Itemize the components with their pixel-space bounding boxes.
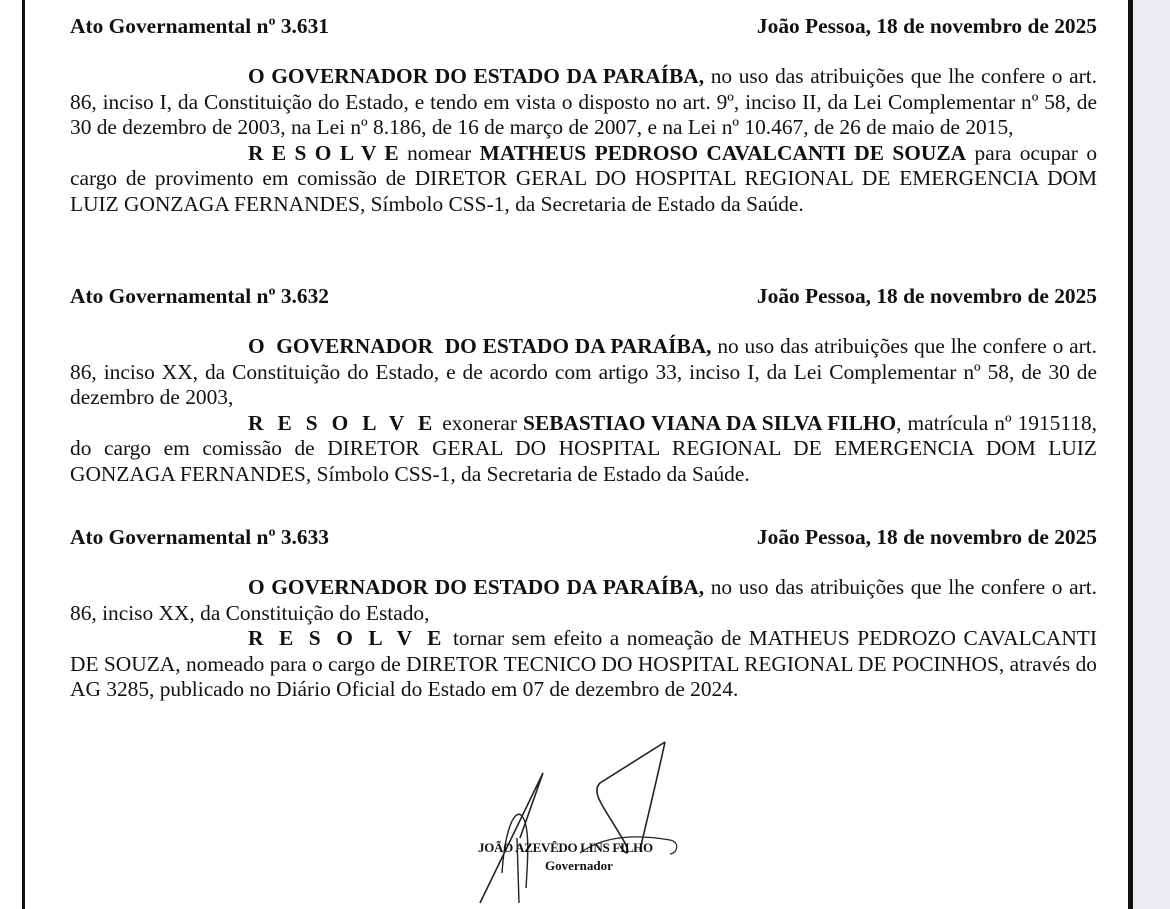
- resolve-label: R E S O L V E: [248, 410, 437, 435]
- signatory-role: Governador: [545, 858, 613, 873]
- act-header: [70, 284, 1097, 310]
- page-border-right: [1128, 0, 1133, 909]
- act-body: [70, 64, 1097, 218]
- act-title: Ato Governamental nº 3.633: [70, 525, 329, 549]
- act-title: Ato Governamental nº 3.631: [70, 14, 329, 38]
- resolve-label: R E S O L V E: [248, 626, 446, 651]
- preamble-text: no uso das atribuições que lhe confere o art. 86, inciso XX, da Constituição do Estado,: [70, 575, 1097, 625]
- page-border-left: [22, 0, 25, 909]
- resolve-label: R E S O L V E: [248, 140, 399, 165]
- act-title: Ato Governamental nº 3.632: [70, 284, 329, 308]
- act-resolution: [70, 141, 1097, 218]
- act-resolution: [70, 411, 1097, 488]
- act-preamble: [70, 64, 1097, 141]
- preamble-text: no uso das atribuições que lhe confere o art. 86, inciso XX, da Constituição do Estado, e de acordo com artigo 33, inciso I, da Lei Complementar nº 58, de 30 de dezembro de 2003,: [70, 334, 1097, 410]
- act-body: [70, 575, 1097, 703]
- act-3632: [70, 284, 1097, 488]
- act-preamble: [70, 575, 1097, 626]
- act-3633: [70, 525, 1097, 703]
- act-place-date: João Pessoa, 18 de novembro de 2025: [756, 14, 1097, 38]
- action-text: exonerar: [436, 410, 524, 435]
- act-place-date: João Pessoa, 18 de novembro de 2025: [756, 525, 1097, 549]
- resolution-text: tornar sem efeito a nomeação de MATHEUS PEDROZO CAVALCANTI DE SOUZA, nomeado para o cargo de DIRETOR TECNICO DO HOSPITAL REGIONAL DE POCINHOS, através do AG 3285, publicado no Diário Oficial do Estado em 07 de dezembro de 2024.: [70, 626, 1097, 702]
- action-text: nomear: [398, 140, 480, 165]
- governor-label: O GOVERNADOR DO ESTADO DA PARAÍBA,: [248, 64, 705, 88]
- governor-label: O GOVERNADOR DO ESTADO DA PARAÍBA,: [248, 334, 712, 358]
- person-name: SEBASTIAO VIANA DA SILVA FILHO: [523, 410, 897, 435]
- act-header: [70, 525, 1097, 551]
- act-header: [70, 14, 1097, 40]
- handwritten-signature-icon: [440, 728, 740, 909]
- person-name: MATHEUS PEDROSO CAVALCANTI DE SOUZA: [479, 140, 967, 165]
- signature-block: [440, 728, 740, 909]
- act-resolution: [70, 626, 1097, 703]
- preamble-text: no uso das atribuições que lhe confere o art. 86, inciso I, da Constituição do Estado, e tendo em vista o disposto no art. 9º, inciso II, da Lei Complementar nº 58, de 30 de dezembro de 2003, na Lei nº 8.186, de 16 de março de 2007, e na Lei nº 10.467, de 26 de maio de 2015,: [70, 64, 1097, 140]
- act-3631: [70, 14, 1097, 218]
- resolution-text: , matrícula nº 1915118, do cargo em comissão de DIRETOR GERAL DO HOSPITAL REGIONAL DE EMERGENCIA DOM LUIZ GONZAGA FERNANDES, Símbolo CSS-1, da Secretaria de Estado da Saúde.: [70, 410, 1097, 486]
- governor-label: O GOVERNADOR DO ESTADO DA PARAÍBA,: [248, 575, 705, 599]
- act-preamble: [70, 334, 1097, 411]
- signatory-name: JOÃO AZEVÊDO LINS FILHO: [478, 840, 653, 855]
- resolution-text: para ocupar o cargo de provimento em comissão de DIRETOR GERAL DO HOSPITAL REGIONAL DE EMERGENCIA DOM LUIZ GONZAGA FERNANDES, Símbolo CSS-1, da Secretaria de Estado da Saúde.: [70, 140, 1098, 216]
- act-place-date: João Pessoa, 18 de novembro de 2025: [756, 284, 1097, 308]
- act-body: [70, 334, 1097, 488]
